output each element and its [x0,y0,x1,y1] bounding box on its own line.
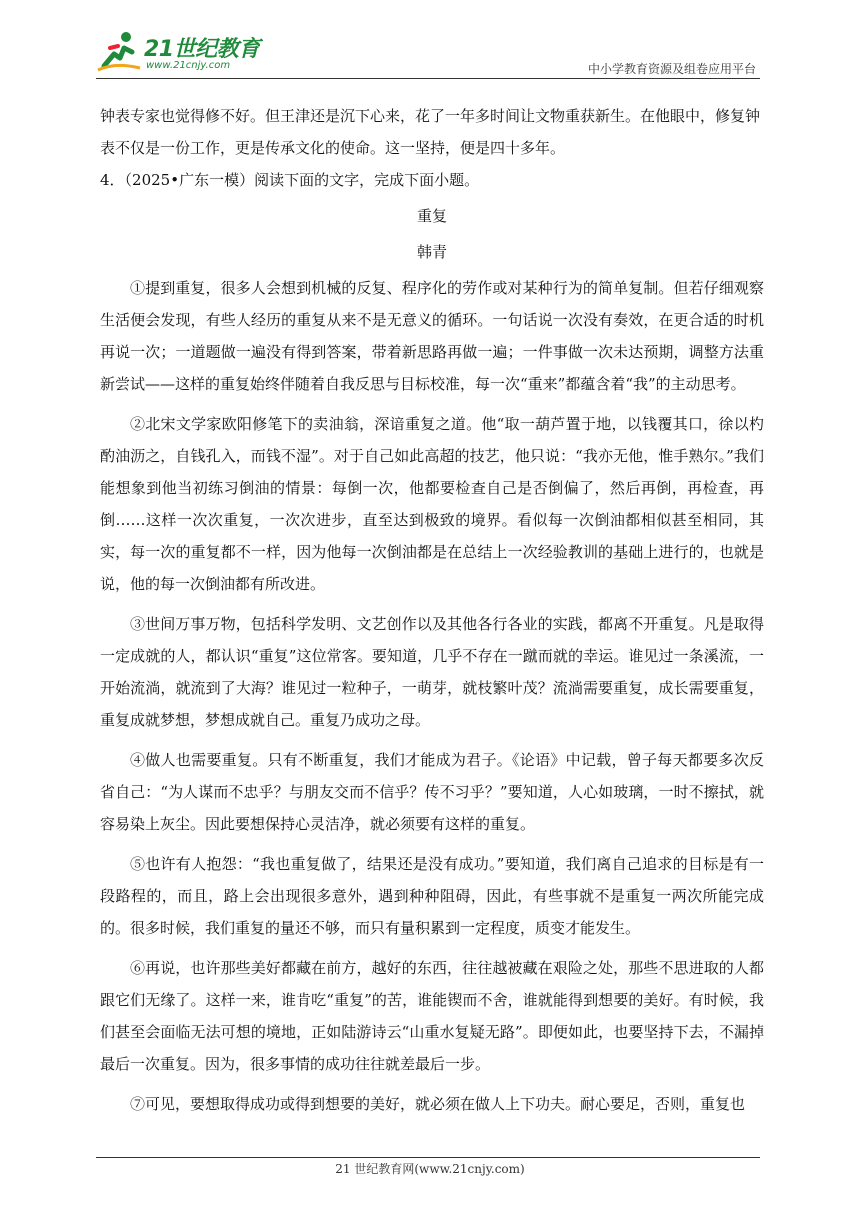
footer-divider [96,1157,760,1158]
page-footer: 21 世纪教育网(www.21cnjy.com) [335,1162,525,1176]
site-logo[interactable] [96,28,276,78]
paragraph-2: ②北宋文学家欧阳修笔下的卖油翁，深谙重复之道。他“取一葫芦置于地，以钱覆其口，徐以杓酌油沥之，自钱孔入，而钱不湿”。对于自己如此高超的技艺，他只说：“我亦无他，惟手熟尔。”我们能想象到他当初练习倒油的情景：每倒一次，他都要检查自己是否倒偏了，然后再倒，再检查，再倒……这样一次次重复，一次次进步，直至达到极致的境界。看似每一次倒油都相似甚至相同，其实，每一次的重复都不一样，因为他每一次倒油都是在总结上一次经验教训的基础上进行的，也就是说，他的每一次倒油都有所改进。 [100,415,764,593]
question-stem: 4．（2025•广东一模）阅读下面的文字，完成下面小题。 [100,171,480,189]
article-author: 韩青 [416,243,447,261]
header-divider [96,78,760,79]
carryover-line-1: 钟表专家也觉得修不好。但王津还是沉下心来，花了一年多时间让文物重获新生。在他眼中，修复钟 [100,107,761,125]
carryover-line-2: 表不仅是一份工作，更是传承文化的使命。这一坚持，便是四十多年。 [100,139,566,157]
document-body [100,100,764,1128]
paragraph-7: ⑦可见，要想取得成功或得到想要的美好，就必须在做人上下功夫。耐心要足，否则，重复也 [130,1095,746,1113]
paragraph-6: ⑥再说，也许那些美好都藏在前方，越好的东西，往往越被藏在艰险之处，那些不思进取的人都跟它们无缘了。这样一来，谁肯吃“重复”的苦，谁能锲而不舍，谁就能得到想要的美好。有时候，我们甚至会面临无法可想的境地，正如陆游诗云“山重水复疑无路”。即便如此，也要坚持下去，不漏掉最后一次重复。因为，很多事情的成功往往就差最后一步。 [100,959,764,1073]
article-title: 重复 [416,207,447,225]
paragraph-1: ①提到重复，很多人会想到机械的反复、程序化的劳作或对某种行为的简单复制。但若仔细观察生活便会发现，有些人经历的重复从来不是无意义的循环。一句话说一次没有奏效，在更合适的时机再说一次；一道题做一遍没有得到答案，带着新思路再做一遍；一件事做一次未达预期，调整方法重新尝试——这样的重复始终伴随着自我反思与目标校准，每一次“重来”都蕴含着“我”的主动思考。 [100,279,764,393]
logo-url: www.21cnjy.com [146,60,231,71]
paragraph-3: ③世间万事万物，包括科学发明、文艺创作以及其他各行各业的实践，都离不开重复。凡是取得一定成就的人，都认识“重复”这位常客。要知道，几乎不存在一蹴而就的幸运。谁见过一条溪流，一开始流淌，就流到了大海？谁见过一粒种子，一萌芽，就枝繁叶茂？流淌需要重复，成长需要重复，重复成就梦想，梦想成就自己。重复乃成功之母。 [100,615,764,729]
platform-name: 中小学教育资源及组卷应用平台 [587,62,756,76]
paragraph-5: ⑤也许有人抱怨：“我也重复做了，结果还是没有成功。”要知道，我们离自己追求的目标是有一段路程的，而且，路上会出现很多意外，遇到种种阻碍，因此，有些事就不是重复一两次所能完成的。很多时候，我们重复的量还不够，而只有量积累到一定程度，质变才能发生。 [100,855,764,937]
paragraph-4: ④做人也需要重复。只有不断重复，我们才能成为君子。《论语》中记载，曾子每天都要多次反省自己：“为人谋而不忠乎？与朋友交而不信乎？传不习乎？”要知道，人心如玻璃，一时不擦拭，就容易染上灰尘。因此要想保持心灵洁净，就必须要有这样的重复。 [100,751,764,833]
logo-text: 21世纪教育 [144,37,260,62]
runner-icon [96,28,142,74]
page-header [96,28,760,80]
